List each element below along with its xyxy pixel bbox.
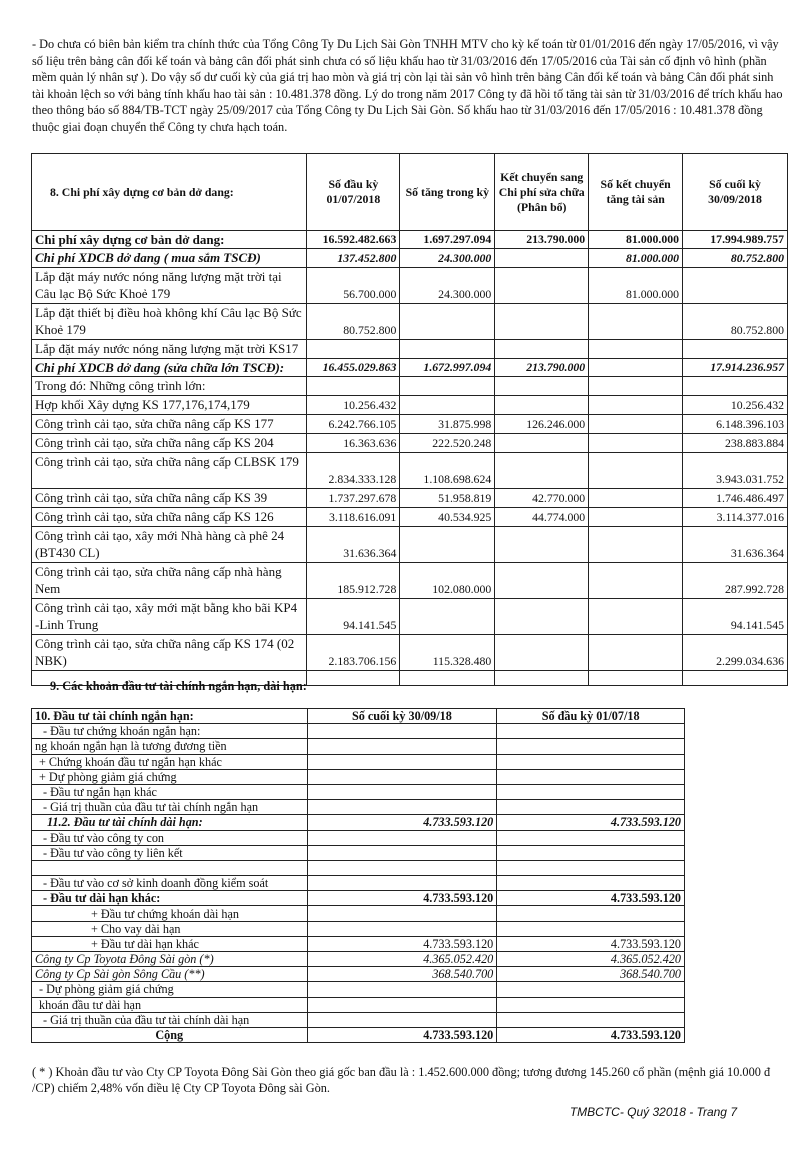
row-value: 368.540.700 bbox=[307, 967, 497, 982]
row-value bbox=[497, 860, 685, 875]
row-value: 4.733.593.120 bbox=[497, 936, 685, 951]
row-value: 1.737.297.678 bbox=[307, 489, 400, 508]
table-row bbox=[32, 304, 788, 340]
row-label bbox=[32, 860, 308, 875]
table8-header: 8. Chi phí xây dựng cơ bản dở dang: bbox=[32, 154, 307, 231]
row-label: Cộng bbox=[32, 1027, 308, 1042]
row-label: Công trình cải tạo, sửa chữa nâng cấp KS 177 bbox=[32, 415, 307, 434]
row-value: 80.752.800 bbox=[683, 249, 788, 268]
row-value bbox=[307, 784, 497, 799]
row-value bbox=[497, 845, 685, 860]
row-label: Công trình cải tạo, sửa chữa nâng cấp KS 126 bbox=[32, 508, 307, 527]
row-value bbox=[497, 876, 685, 891]
row-value bbox=[497, 921, 685, 936]
row-value bbox=[495, 268, 589, 304]
row-value bbox=[307, 997, 497, 1012]
row-value: 2.183.706.156 bbox=[307, 635, 400, 671]
table-row bbox=[32, 489, 788, 508]
row-value: 80.752.800 bbox=[307, 304, 400, 340]
table-row bbox=[32, 769, 685, 784]
table-row bbox=[32, 724, 685, 739]
table-row bbox=[32, 249, 788, 268]
table-row bbox=[32, 340, 788, 359]
table10-header-row bbox=[32, 709, 685, 724]
row-value bbox=[589, 453, 683, 489]
row-value bbox=[307, 340, 400, 359]
row-value bbox=[400, 599, 495, 635]
row-label: Công ty Cp Sài gòn Sông Cầu (**) bbox=[32, 967, 308, 982]
row-label: Công ty Cp Toyota Đông Sài gòn (*) bbox=[32, 952, 308, 967]
row-value bbox=[307, 876, 497, 891]
row-value: 31.636.364 bbox=[307, 527, 400, 563]
row-value: 16.592.482.663 bbox=[307, 231, 400, 249]
table-row bbox=[32, 396, 788, 415]
row-value: 4.365.052.420 bbox=[497, 952, 685, 967]
row-value: 42.770.000 bbox=[495, 489, 589, 508]
table8-header: Số đầu kỳ 01/07/2018 bbox=[307, 154, 400, 231]
row-value bbox=[400, 527, 495, 563]
table-row bbox=[32, 936, 685, 951]
row-value bbox=[589, 599, 683, 635]
table-row bbox=[32, 754, 685, 769]
row-label: - Dự phòng giảm giá chứng bbox=[32, 982, 308, 997]
row-value bbox=[307, 860, 497, 875]
table8-header: Số tăng trong kỳ bbox=[400, 154, 495, 231]
row-value bbox=[497, 830, 685, 845]
row-label: - Đầu tư vào công ty liên kết bbox=[32, 845, 308, 860]
row-value: 94.141.545 bbox=[307, 599, 400, 635]
table-row bbox=[32, 268, 788, 304]
table-row bbox=[32, 377, 788, 396]
row-label: khoán đầu tư dài hạn bbox=[32, 997, 308, 1012]
row-value bbox=[495, 527, 589, 563]
row-value bbox=[307, 769, 497, 784]
row-value: 3.114.377.016 bbox=[683, 508, 788, 527]
row-label: Chi phí xây dựng cơ bản dở dang: bbox=[32, 231, 307, 249]
table10-header: Số cuối kỳ 30/09/18 bbox=[307, 709, 497, 724]
row-label: - Giá trị thuần của đầu tư tài chính dài hạn bbox=[32, 1012, 308, 1027]
table-row bbox=[32, 1027, 685, 1042]
row-value bbox=[495, 599, 589, 635]
row-value: 24.300.000 bbox=[400, 268, 495, 304]
row-value: 31.875.998 bbox=[400, 415, 495, 434]
row-label: + Đầu tư chứng khoán dài hạn bbox=[32, 906, 308, 921]
row-value bbox=[307, 377, 400, 396]
row-value: 4.733.593.120 bbox=[307, 891, 497, 906]
row-value: 3.118.616.091 bbox=[307, 508, 400, 527]
table-row bbox=[32, 891, 685, 906]
table-row bbox=[32, 952, 685, 967]
row-value bbox=[497, 1012, 685, 1027]
table-row bbox=[32, 830, 685, 845]
row-label: Lắp đặt máy nước nóng năng lượng mặt trời KS17 bbox=[32, 340, 307, 359]
intro-text: - Do chưa có biên bản kiểm tra chính thức của Tổng Công Ty Du Lịch Sài Gòn TNHH MTV cho kỳ kế toán từ 01/01/2016 đến ngày 17/05/2016, vì vậy số liệu trên bảng cân đối kế toán và bảng cân đối phát sinh chưa có số liệu khấu hao từ 31/03/2016 đến 17/05/2016 của Tài sản cố định vô hình (phần mềm quản lý nhân sự ). Do vậy số dư cuối kỳ của giá trị hao mòn và giá trị còn lại tài sản vô hình trên bảng Cân đối kế toán và bảng Cân đối phát sinh tài khoản lệch so với bảng tính khấu hao tài sản : 10.481.378 đồng. Lý do trong năm 2017 Công ty đã hồi tố tăng tài sản từ 31/03/2016 để trích khấu hao theo thông báo số 884/TB-TCT ngày 25/09/2017 của Tổng Công ty Du Lịch Sài Gòn. Số khấu hao từ 31/03/2016 đến 17/05/2016 : 10.481.378 đồng thuộc giai đoạn chuyển thể Công ty chưa hạch toán. bbox=[32, 37, 783, 134]
row-value: 115.328.480 bbox=[400, 635, 495, 671]
row-value: 1.697.297.094 bbox=[400, 231, 495, 249]
empty-cell bbox=[589, 671, 683, 686]
row-label: + Đầu tư dài hạn khác bbox=[32, 936, 308, 951]
row-label: Công trình cải tạo, sửa chữa nâng cấp KS 204 bbox=[32, 434, 307, 453]
row-value bbox=[400, 396, 495, 415]
row-label: + Dự phòng giảm giá chứng bbox=[32, 769, 308, 784]
row-label: Công trình cải tạo, xây mới mặt bằng kho bãi KP4 -Linh Trung bbox=[32, 599, 307, 635]
row-value: 16.455.029.863 bbox=[307, 359, 400, 377]
row-label: - Đầu tư ngắn hạn khác bbox=[32, 784, 308, 799]
row-value bbox=[589, 340, 683, 359]
table10-header: Số đầu kỳ 01/07/18 bbox=[497, 709, 685, 724]
row-value bbox=[400, 304, 495, 340]
table-row bbox=[32, 599, 788, 635]
row-value bbox=[589, 304, 683, 340]
row-value bbox=[497, 784, 685, 799]
table-construction-in-progress bbox=[31, 153, 788, 686]
table-row bbox=[32, 563, 788, 599]
row-value bbox=[495, 396, 589, 415]
row-label: Chi phí XDCB dở dang ( mua sắm TSCĐ) bbox=[32, 249, 307, 268]
row-value bbox=[683, 268, 788, 304]
row-value: 137.452.800 bbox=[307, 249, 400, 268]
row-label: Công trình cải tạo, xây mới Nhà hàng cà phê 24 (BT430 CL) bbox=[32, 527, 307, 563]
table-row bbox=[32, 359, 788, 377]
table10-header: 10. Đầu tư tài chính ngắn hạn: bbox=[32, 709, 308, 724]
table-row bbox=[32, 967, 685, 982]
row-label: - Đầu tư vào công ty con bbox=[32, 830, 308, 845]
row-value bbox=[495, 377, 589, 396]
row-value bbox=[497, 997, 685, 1012]
row-value: 1.672.997.094 bbox=[400, 359, 495, 377]
row-value bbox=[307, 754, 497, 769]
table8-header: Số cuối kỳ 30/09/2018 bbox=[683, 154, 788, 231]
row-value: 102.080.000 bbox=[400, 563, 495, 599]
row-value bbox=[307, 982, 497, 997]
row-value bbox=[307, 906, 497, 921]
intro-paragraph bbox=[32, 36, 784, 135]
row-label: + Chứng khoán đầu tư ngắn hạn khác bbox=[32, 754, 308, 769]
table8-header-row bbox=[32, 154, 788, 231]
row-value bbox=[589, 377, 683, 396]
empty-cell bbox=[307, 671, 400, 686]
table-row bbox=[32, 415, 788, 434]
empty-cell bbox=[400, 671, 495, 686]
footnote: ( * ) Khoản đầu tư vào Cty CP Toyota Đông Sài Gòn theo giá gốc ban đầu là : 1.452.600.000 đồng; tương đương 145.260 cổ phần (mệnh giá 10.000 đ /CP) chiếm 2,48% vốn điều lệ Cty CP Toyota Đông sài Gòn. bbox=[32, 1065, 771, 1095]
row-value bbox=[307, 724, 497, 739]
row-value bbox=[683, 377, 788, 396]
row-value bbox=[497, 982, 685, 997]
row-value: 3.943.031.752 bbox=[683, 453, 788, 489]
row-value: 81.000.000 bbox=[589, 249, 683, 268]
row-value: 1.746.486.497 bbox=[683, 489, 788, 508]
row-label: - Giá trị thuần của đầu tư tài chính ngắn hạn bbox=[32, 800, 308, 815]
row-value bbox=[497, 739, 685, 754]
table-row bbox=[32, 784, 685, 799]
row-value: 238.883.884 bbox=[683, 434, 788, 453]
row-value bbox=[495, 434, 589, 453]
row-value: 213.790.000 bbox=[495, 231, 589, 249]
table8-header: Kết chuyển sang Chi phí sửa chữa (Phân bổ) bbox=[495, 154, 589, 231]
row-value: 40.534.925 bbox=[400, 508, 495, 527]
table-row bbox=[32, 635, 788, 671]
row-value bbox=[400, 377, 495, 396]
row-value bbox=[495, 340, 589, 359]
row-label: - Đầu tư chứng khoán ngắn hạn: bbox=[32, 724, 308, 739]
table-row bbox=[32, 876, 685, 891]
empty-cell bbox=[495, 671, 589, 686]
row-value: 56.700.000 bbox=[307, 268, 400, 304]
row-label: Lắp đặt máy nước nóng năng lượng mặt trời tại Câu lạc Bộ Sức Khoẻ 179 bbox=[32, 268, 307, 304]
table-row bbox=[32, 815, 685, 830]
row-value: 4.733.593.120 bbox=[307, 815, 497, 830]
row-value: 2.299.034.636 bbox=[683, 635, 788, 671]
row-value bbox=[307, 800, 497, 815]
row-value bbox=[589, 434, 683, 453]
row-value: 81.000.000 bbox=[589, 268, 683, 304]
row-value: 185.912.728 bbox=[307, 563, 400, 599]
row-value bbox=[589, 527, 683, 563]
row-value bbox=[589, 508, 683, 527]
row-value: 368.540.700 bbox=[497, 967, 685, 982]
row-value: 6.148.396.103 bbox=[683, 415, 788, 434]
table-row bbox=[32, 739, 685, 754]
table-row bbox=[32, 982, 685, 997]
row-label: + Cho vay dài hạn bbox=[32, 921, 308, 936]
row-value: 16.363.636 bbox=[307, 434, 400, 453]
row-value bbox=[307, 739, 497, 754]
table-row bbox=[32, 434, 788, 453]
section-9-title: 9. Các khoản đầu tư tài chính ngắn hạn, dài hạn: bbox=[50, 679, 307, 693]
table-row bbox=[32, 921, 685, 936]
row-value: 4.733.593.120 bbox=[497, 891, 685, 906]
row-value: 4.733.593.120 bbox=[307, 936, 497, 951]
row-value bbox=[589, 359, 683, 377]
table-financial-investments bbox=[31, 708, 685, 1043]
table-row bbox=[32, 845, 685, 860]
row-value bbox=[589, 563, 683, 599]
row-value bbox=[307, 845, 497, 860]
table-row bbox=[32, 527, 788, 563]
row-label: ng khoán ngắn hạn là tương đương tiền bbox=[32, 739, 308, 754]
row-value bbox=[307, 1012, 497, 1027]
row-label: Công trình cải tạo, sửa chữa nâng cấp nhà hàng Nem bbox=[32, 563, 307, 599]
row-value bbox=[589, 396, 683, 415]
row-value: 17.994.989.757 bbox=[683, 231, 788, 249]
row-value bbox=[497, 800, 685, 815]
table-row bbox=[32, 1012, 685, 1027]
row-value: 222.520.248 bbox=[400, 434, 495, 453]
row-value: 31.636.364 bbox=[683, 527, 788, 563]
row-label: Công trình cải tạo, sửa chữa nâng cấp KS 39 bbox=[32, 489, 307, 508]
row-value bbox=[400, 340, 495, 359]
row-value bbox=[495, 635, 589, 671]
row-value: 4.365.052.420 bbox=[307, 952, 497, 967]
row-label: Lắp đặt thiết bị điều hoà không khí Câu lạc Bộ Sức Khoẻ 179 bbox=[32, 304, 307, 340]
table-row bbox=[32, 453, 788, 489]
row-value: 81.000.000 bbox=[589, 231, 683, 249]
row-value: 126.246.000 bbox=[495, 415, 589, 434]
row-label: 11.2. Đầu tư tài chính dài hạn: bbox=[32, 815, 308, 830]
row-value bbox=[589, 489, 683, 508]
table-row bbox=[32, 508, 788, 527]
table-row bbox=[32, 997, 685, 1012]
row-value: 94.141.545 bbox=[683, 599, 788, 635]
row-label: Chi phí XDCB dở dang (sửa chữa lớn TSCĐ): bbox=[32, 359, 307, 377]
row-label: - Đầu tư dài hạn khác: bbox=[32, 891, 308, 906]
row-value bbox=[495, 249, 589, 268]
row-value bbox=[495, 563, 589, 599]
row-value: 10.256.432 bbox=[307, 396, 400, 415]
row-value bbox=[589, 635, 683, 671]
row-label: Trong đó: Những công trình lớn: bbox=[32, 377, 307, 396]
row-value: 2.834.333.128 bbox=[307, 453, 400, 489]
row-value: 287.992.728 bbox=[683, 563, 788, 599]
table8-header: Số kết chuyển tăng tài sản bbox=[589, 154, 683, 231]
row-value: 10.256.432 bbox=[683, 396, 788, 415]
row-value: 4.733.593.120 bbox=[307, 1027, 497, 1042]
row-value: 213.790.000 bbox=[495, 359, 589, 377]
table-row bbox=[32, 906, 685, 921]
row-value: 17.914.236.957 bbox=[683, 359, 788, 377]
row-value bbox=[589, 415, 683, 434]
row-value bbox=[495, 304, 589, 340]
row-value: 44.774.000 bbox=[495, 508, 589, 527]
row-value bbox=[497, 754, 685, 769]
row-value: 6.242.766.105 bbox=[307, 415, 400, 434]
row-value bbox=[495, 453, 589, 489]
row-value: 80.752.800 bbox=[683, 304, 788, 340]
row-label: Công trình cải tạo, sửa chữa nâng cấp KS 174 (02 NBK) bbox=[32, 635, 307, 671]
table-row bbox=[32, 860, 685, 875]
row-value bbox=[307, 921, 497, 936]
row-value: 51.958.819 bbox=[400, 489, 495, 508]
row-value: 1.108.698.624 bbox=[400, 453, 495, 489]
table-row bbox=[32, 800, 685, 815]
row-value bbox=[683, 340, 788, 359]
row-value bbox=[497, 769, 685, 784]
page-footer: TMBCTC- Quý 32018 - Trang 7 bbox=[569, 1105, 737, 1119]
row-label: - Đầu tư vào cơ sở kinh doanh đồng kiểm soát bbox=[32, 876, 308, 891]
table-row bbox=[32, 231, 788, 249]
empty-cell bbox=[683, 671, 788, 686]
row-label: Công trình cải tạo, sửa chữa nâng cấp CLBSK 179 bbox=[32, 453, 307, 489]
row-value: 24.300.000 bbox=[400, 249, 495, 268]
row-value bbox=[497, 724, 685, 739]
row-value: 4.733.593.120 bbox=[497, 1027, 685, 1042]
row-value bbox=[307, 830, 497, 845]
row-value bbox=[497, 906, 685, 921]
row-label: Hợp khối Xây dựng KS 177,176,174,179 bbox=[32, 396, 307, 415]
row-value: 4.733.593.120 bbox=[497, 815, 685, 830]
